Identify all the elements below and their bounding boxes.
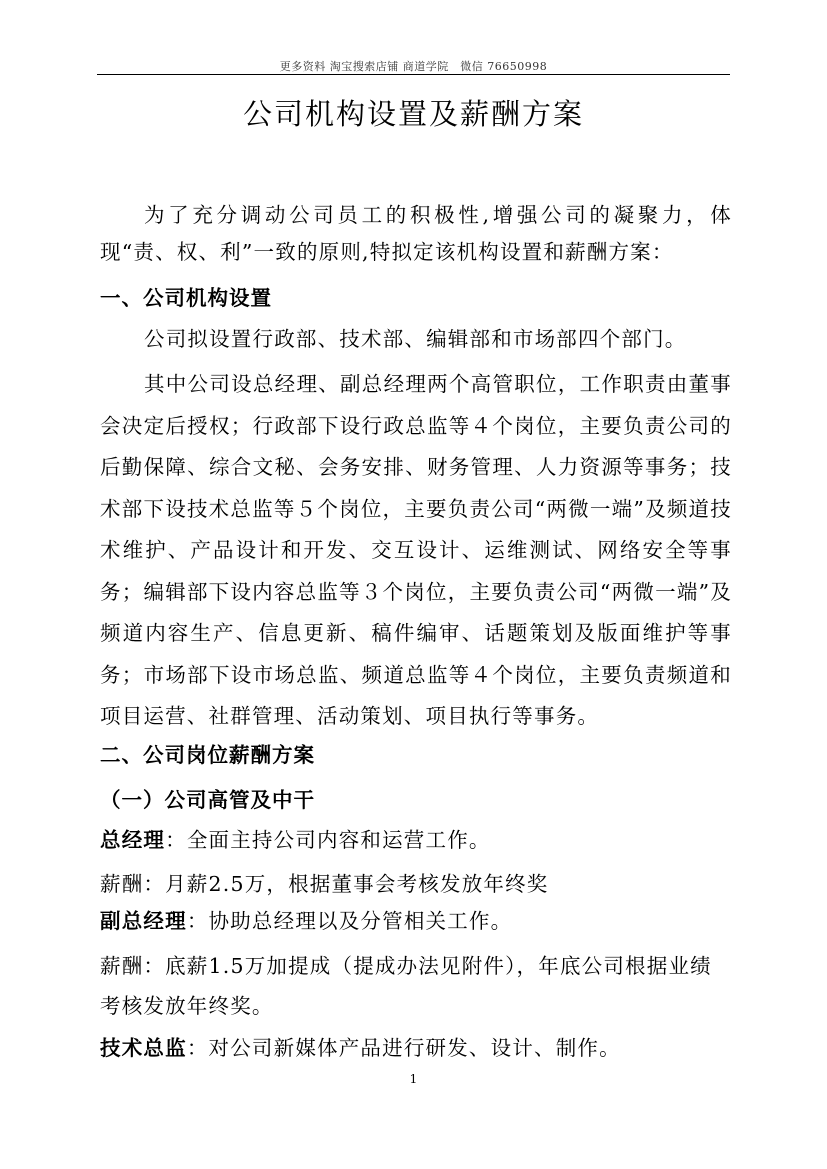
role-separator: ： — [186, 1036, 209, 1060]
role-description: 全面主持公司内容和运营工作。 — [186, 828, 491, 852]
role-line-tech-director — [100, 1030, 732, 1066]
org-paragraph-1: 公司拟设置行政部、技术部、编辑部和市场部四个部门。 — [144, 327, 687, 351]
role-line-deputy-gm — [100, 903, 732, 939]
role-separator: ： — [165, 828, 187, 852]
subsection-heading-executives: （一）公司高管及中干 — [100, 788, 315, 812]
header-divider — [97, 74, 730, 75]
intro-paragraph: 为了充分调动公司员工的积极性,增强公司的凝聚力，体现“责、权、利”一致的原则,特拟定该机构设置和薪酬方案： — [100, 203, 732, 264]
document-title: 公司机构设置及薪酬方案 — [242, 97, 584, 131]
salary-line-deputy-gm: 薪酬：底薪1.5万加提成（提成办法见附件），年底公司根据业绩考核发放年终奖。 — [100, 954, 712, 1018]
page-number: 1 — [409, 1072, 418, 1086]
section-heading-salary: 二、公司岗位薪酬方案 — [100, 743, 315, 767]
page-header: 更多资料 淘宝搜索店铺 商道学院 微信 76650998 — [279, 60, 548, 73]
role-title: 总经理 — [100, 828, 166, 852]
salary-line-gm: 薪酬：月薪2.5万，根据董事会考核发放年终奖 — [100, 872, 549, 896]
section-heading-org: 一、公司机构设置 — [100, 286, 272, 310]
role-title: 技术总监 — [100, 1036, 187, 1060]
org-paragraph-2: 其中公司设总经理、副总经理两个高管职位，工作职责由董事会决定后授权；行政部下设行政总监等４个岗位，主要负责公司的后勤保障、综合文秘、会务安排、财务管理、人力资源等事务；技术部下设技术总监等５个岗位，主要负责公司“两微一端”及频道技术维护、产品设计和开发、交互设计、运维测试、网络安全等事务；编辑部下设内容总监等３个岗位，主要负责公司“两微一端”及频道内容生产、信息更新、稿件编审、话题策划及版面维护等事务；市场部下设市场总监、频道总监等４个岗位，主要负责频道和项目运营、社群管理、活动策划、项目执行等事务。 — [100, 372, 732, 728]
role-separator: ： — [186, 909, 209, 933]
role-description: 对公司新媒体产品进行研发、设计、制作。 — [208, 1036, 621, 1060]
role-line-gm — [100, 822, 732, 858]
role-description: 协助总经理以及分管相关工作。 — [208, 909, 513, 933]
role-title: 副总经理 — [100, 909, 187, 933]
